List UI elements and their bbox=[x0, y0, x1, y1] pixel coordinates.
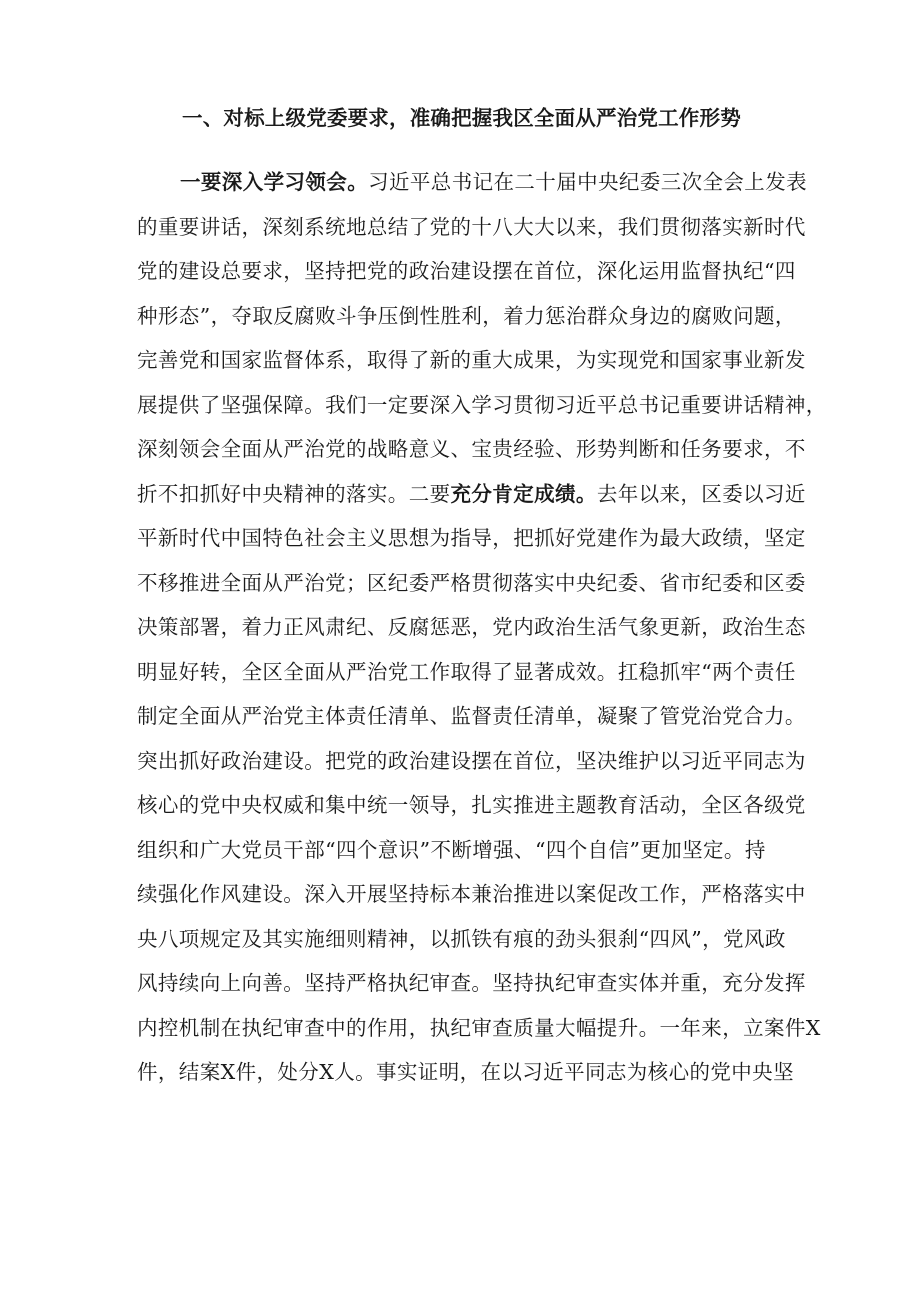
text-line bbox=[137, 694, 806, 739]
text-line bbox=[137, 650, 796, 695]
text-line bbox=[137, 516, 806, 561]
text-line bbox=[137, 338, 806, 383]
body-paragraph bbox=[137, 160, 827, 1095]
text-run: 展提供了坚强保障。我们一定要深入学习贯彻习近平总书记重要讲话精神， bbox=[137, 392, 827, 417]
text-run: 党的建设总要求，坚持把党的政治建设摆在首位，深化运用监督执纪“四 bbox=[137, 259, 796, 283]
text-run: 组织和广大党员干部“四个意识”不断增强、“四个自信”更加坚定。持 bbox=[137, 837, 766, 862]
text-line bbox=[137, 739, 806, 784]
text-run: 核心的党中央权威和集中统一领导，扎实推进主题教育活动，全区各级党 bbox=[137, 793, 806, 817]
text-run: 内控机制在执纪审查中的作用，执纪审查质量大幅提升。一年来，立案件X bbox=[137, 1015, 821, 1040]
text-line bbox=[137, 605, 806, 650]
text-run: 的重要讲话，深刻系统地总结了党的十八大大以来，我们贯彻落实新时代 bbox=[137, 214, 806, 239]
text-line bbox=[137, 205, 806, 250]
text-run: 件，结案X件，处分X人。事实证明，在以习近平同志为核心的党中央坚 bbox=[137, 1060, 794, 1084]
text-run: 不移推进全面从严治党；区纪委严格贯彻落实中央纪委、省市纪委和区委 bbox=[137, 570, 806, 595]
text-line bbox=[137, 160, 808, 205]
text-run: 习近平总书记在二十届中央纪委三次全会上发表 bbox=[368, 170, 808, 194]
text-run: 制定全面从严治党主体责任清单、监督责任清单，凝聚了管党治党合力。 bbox=[137, 704, 806, 728]
text-run: 决策部署，着力正风肃纪、反腐惩恶，党内政治生活气象更新，政治生态 bbox=[137, 615, 806, 639]
text-run: 完善党和国家监督体系，取得了新的重大成果，为实现党和国家事业新发 bbox=[137, 348, 806, 372]
text-line bbox=[137, 427, 806, 472]
text-line bbox=[137, 1050, 792, 1095]
text-run: 去年以来，区委以习近 bbox=[596, 481, 806, 506]
text-line bbox=[137, 961, 806, 1006]
text-line bbox=[137, 561, 806, 606]
text-line bbox=[137, 383, 827, 428]
text-run: 深刻领会全面从严治党的战略意义、宝贵经验、形势判断和任务要求，不 bbox=[137, 437, 806, 461]
text-run: 风持续向上向善。坚持严格执纪审查。坚持执纪审查实体并重，充分发挥 bbox=[137, 971, 806, 995]
text-line bbox=[137, 828, 792, 873]
text-run: 续强化作风建设。深入开展坚持标本兼治推进以案促改工作，严格落实中 bbox=[137, 882, 806, 906]
text-run: 折不扣抓好中央精神的落实。二要 bbox=[137, 481, 451, 506]
text-line bbox=[137, 783, 806, 828]
text-line bbox=[137, 872, 806, 917]
text-run: 种形态”，夺取反腐败斗争压倒性胜利，着力惩治群众身边的腐败问题， bbox=[137, 303, 796, 328]
text-line bbox=[137, 472, 806, 517]
text-run: 明显好转，全区全面从严治党工作取得了显著成效。扛稳抓牢“两个责任 bbox=[137, 659, 796, 684]
text-line bbox=[137, 1006, 821, 1051]
text-run: 央八项规定及其实施细则精神，以抓铁有痕的劲头狠刹“四风”，党风政 bbox=[137, 926, 786, 951]
section-heading: 一、对标上级党委要求，准确把握我区全面从严治党工作形势 bbox=[182, 106, 741, 130]
text-run: 突出抓好政治建设。把党的政治建设摆在首位，坚决维护以习近平同志为 bbox=[137, 748, 806, 773]
bold-lead-phrase: 一要深入学习领会。 bbox=[180, 170, 369, 194]
text-run: 平新时代中国特色社会主义思想为指导，把抓好党建作为最大政绩，坚定 bbox=[137, 526, 806, 550]
bold-lead-phrase: 充分肯定成绩。 bbox=[450, 481, 597, 506]
text-line bbox=[137, 294, 796, 339]
text-line bbox=[137, 249, 796, 294]
text-line bbox=[137, 917, 792, 962]
